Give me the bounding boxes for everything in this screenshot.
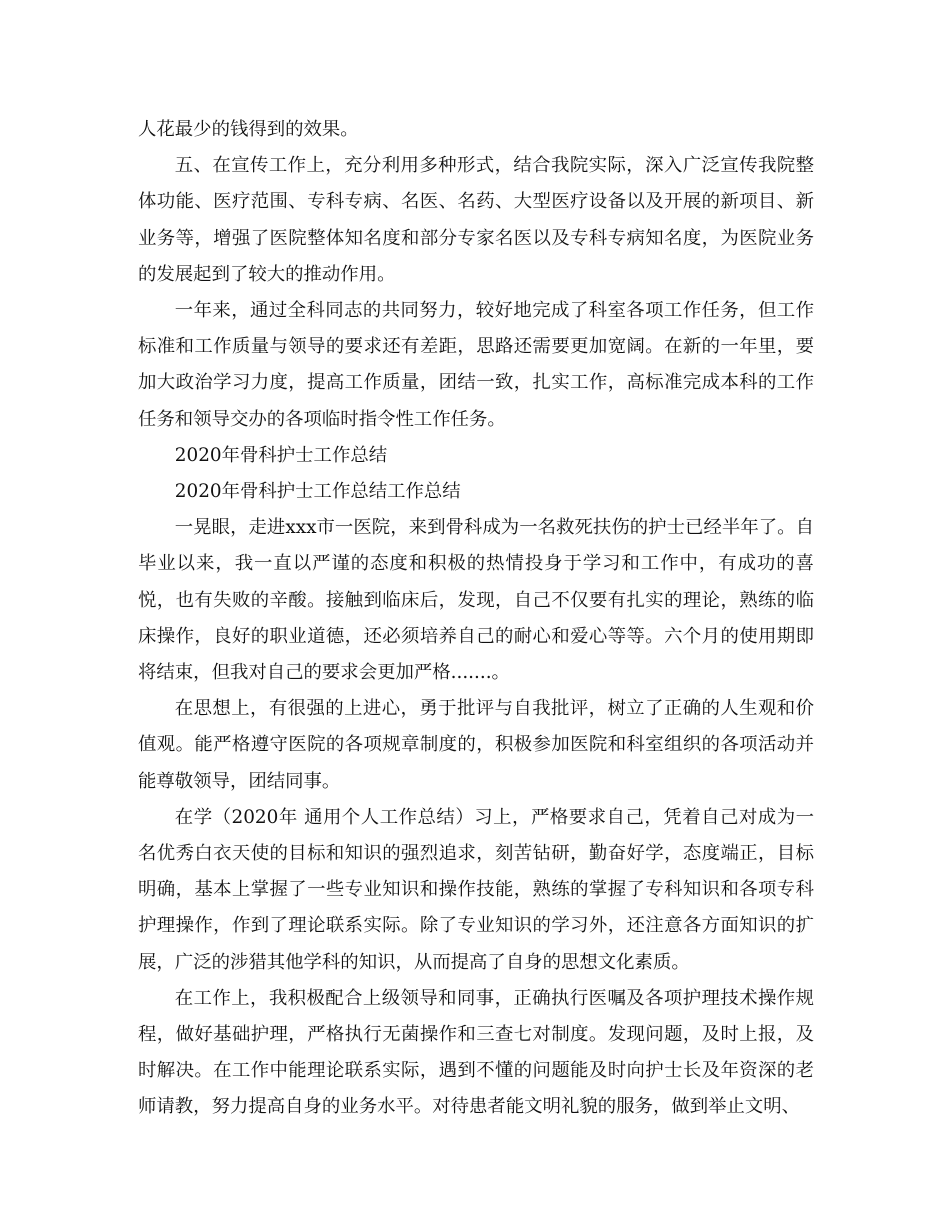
paragraph-intro: 一晃眼，走进xxx市一医院，来到骨科成为一名救死扶伤的护士已经半年了。自毕业以来，我一直以严谨的态度和积极的热情投身于学习和工作中，有成功的喜悦，也有失败的辛酸。接触到临床后，发现，自己不仅要有扎实的理论，熟练的临床操作，良好的职业道德，还必须培养自己的耐心和爱心等等。六个月的使用期即将结束，但我对自己的要求会更加严格.......。 bbox=[138, 517, 814, 684]
section-subtitle: 2020年骨科护士工作总结工作总结 bbox=[174, 481, 461, 503]
section-title: 2020年骨科护士工作总结 bbox=[174, 444, 388, 466]
document-body bbox=[138, 112, 814, 1126]
paragraph-year-summary: 一年来，通过全科同志的共同努力，较好地完成了科室各项工作任务，但工作标准和工作质量与领导的要求还有差距，思路还需要更加宽阔。在新的一年里，要加大政治学习力度，提高工作质量，团结一致，扎实工作，高标准完成本科的工作任务和领导交办的各项临时指令性工作任务。 bbox=[138, 300, 814, 430]
paragraph-continuation: 人花最少的钱得到的效果。 bbox=[138, 119, 359, 140]
paragraph-work: 在工作上，我积极配合上级领导和同事，正确执行医嘱及各项护理技术操作规程，做好基础护理，严格执行无菌操作和三查七对制度。发现问题，及时上报，及时解决。在工作中能理论联系实际，遇到不懂的问题能及时向护士长及年资深的老师请教，努力提高自身的业务水平。对待患者能文明礼貌的服务，做到举止文明、 bbox=[138, 987, 814, 1118]
paragraph-publicity: 五、在宣传工作上，充分利用多种形式，结合我院实际，深入广泛宣传我院整体功能、医疗范围、专科专病、名医、名药、大型医疗设备以及开展的新项目、新业务等，增强了医院整体知名度和部分专家名医以及专科专病知名度，为医院业务的发展起到了较大的推动作用。 bbox=[138, 155, 814, 285]
paragraph-study: 在学（2020年 通用个人工作总结）习上，严格要求自己，凭着自己对成为一名优秀白衣天使的目标和知识的强烈追求，刻苦钻研，勤奋好学，态度端正，目标明确，基本上掌握了一些专业知识和操作技能，熟练的掌握了专科知识和各项专科护理操作，作到了理论联系实际。除了专业知识的学习外，还注意各方面知识的扩展，广泛的涉猎其他学科的知识，从而提高了自身的思想文化素质。 bbox=[138, 806, 814, 973]
paragraph-thought: 在思想上，有很强的上进心，勇于批评与自我批评，树立了正确的人生观和价值观。能严格遵守医院的各项规章制度的，积极参加医院和科室组织的各项活动并能尊敬领导，团结同事。 bbox=[138, 698, 814, 792]
